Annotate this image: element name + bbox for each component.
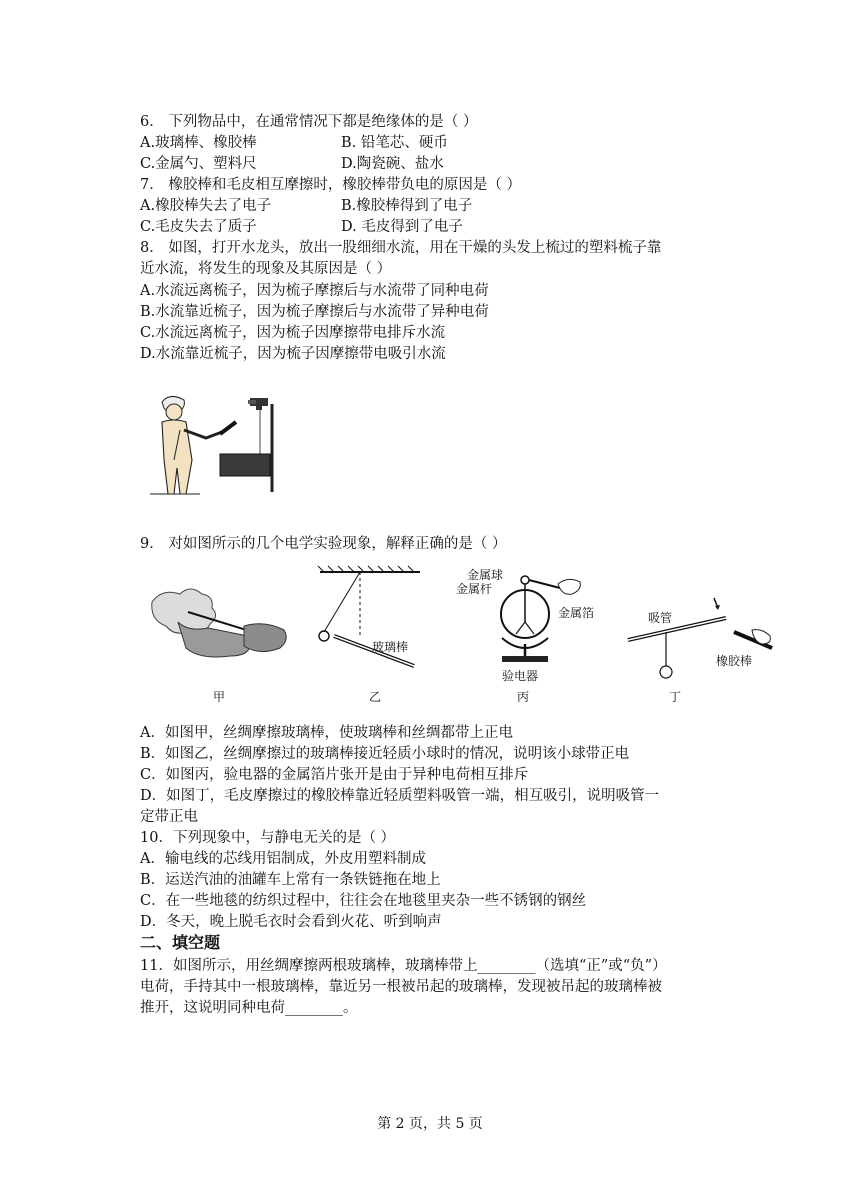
q8-option-b: B.水流靠近梳子，因为梳子摩擦后与水流带了异种电荷 [140, 304, 489, 320]
q8-stem-line1: 8． 如图，打开水龙头，放出一股细细水流，用在干燥的头发上梳过的塑料梳子靠 [140, 240, 662, 256]
q9-figure-yi-hanging-ball [310, 562, 440, 672]
q9-stem: 9． 对如图所示的几个电学实验现象，解释正确的是（ ） [140, 536, 507, 552]
q9-option-d-line2: 定带正电 [140, 809, 198, 825]
q6-option-d: D.陶瓷碗、盐水 [341, 156, 444, 172]
q9-figure-rubber-rod-label: 橡胶棒 [716, 654, 753, 668]
q6-option-b: B. 铅笔芯、硬币 [341, 135, 448, 151]
q7-option-b: B.橡胶棒得到了电子 [341, 198, 473, 214]
q11-line1: 11．如图所示，用丝绸摩擦两根玻璃棒，玻璃棒带上________（选填“正”或“负”） [140, 958, 667, 974]
q10-option-a: A．输电线的芯线用铝制成，外皮用塑料制成 [140, 851, 426, 867]
q9-figure-label-bing: 丙 [517, 690, 530, 704]
q10-option-c: C．在一些地毯的纺织过程中，往往会在地毯里夹杂一些不锈钢的钢丝 [140, 893, 587, 909]
q9-figure-electroscope-label: 验电器 [502, 669, 539, 683]
q9-figure-label-yi: 乙 [369, 690, 382, 704]
q9-figure-metal-ball-label: 金属球 [467, 568, 504, 582]
q10-option-d: D．冬天，晚上脱毛衣时会看到火花、听到响声 [140, 914, 442, 930]
q8-option-d: D.水流靠近梳子，因为梳子因摩擦带电吸引水流 [140, 346, 446, 362]
q11-line3: 推开，这说明同种电荷________。 [140, 1000, 358, 1016]
q9-figure-label-ding: 丁 [669, 690, 682, 704]
q9-figure-straw-label: 吸管 [648, 611, 673, 625]
q9-figure-ding-straw [622, 592, 782, 692]
q9-option-b: B．如图乙，丝绸摩擦过的玻璃棒接近轻质小球时的情况，说明该小球带正电 [140, 746, 630, 762]
q6-option-c: C.金属勺、塑料尺 [140, 156, 257, 172]
q6-stem: 6． 下列物品中，在通常情况下都是绝缘体的是（ ） [140, 114, 478, 130]
section-2-title: 二、填空题 [140, 933, 221, 952]
q7-stem: 7． 橡胶棒和毛皮相互摩擦时，橡胶棒带负电的原因是（ ） [140, 177, 521, 193]
q7-option-c: C.毛皮失去了质子 [140, 219, 257, 235]
q7-option-a: A.橡胶棒失去了电子 [140, 198, 272, 214]
q9-figure-metal-foil-label: 金属箔 [558, 606, 595, 620]
q8-option-a: A.水流远离梳子，因为梳子摩擦后与水流带了同种电荷 [140, 283, 489, 299]
q9-option-c: C．如图丙，验电器的金属箔片张开是由于异种电荷相互排斥 [140, 767, 529, 783]
q8-option-c: C.水流远离梳子，因为梳子因摩擦带电排斥水流 [140, 325, 446, 341]
q11-line2: 电荷，手持其中一根玻璃棒，靠近另一根被吊起的玻璃棒，发现被吊起的玻璃棒被 [140, 979, 662, 995]
q10-option-b: B．运送汽油的油罐车上常有一条铁链拖在地上 [140, 872, 441, 888]
q8-stem-line2: 近水流，将发生的现象及其原因是（ ） [140, 261, 392, 277]
q6-option-a: A.玻璃棒、橡胶棒 [140, 135, 257, 151]
q10-stem: 10．下列现象中，与静电无关的是（ ） [140, 830, 396, 846]
q9-figure-label-jia: 甲 [213, 690, 226, 704]
q9-figure-yi-glass-rod-label: 玻璃棒 [372, 640, 409, 654]
q9-figure-jia-silk-rubbing [148, 582, 298, 672]
q9-option-a: A．如图甲，丝绸摩擦玻璃棒，使玻璃棒和丝绸都带上正电 [140, 725, 513, 741]
q8-figure-woman-tap [140, 390, 290, 500]
q9-figure-metal-rod-label: 金属杆 [456, 582, 493, 596]
page-number-footer: 第 2 页，共 5 页 [377, 1116, 483, 1132]
q9-option-d-line1: D．如图丁，毛皮摩擦过的橡胶棒靠近轻质塑料吸管一端，相互吸引，说明吸管一 [140, 788, 660, 804]
q7-option-d: D. 毛皮得到了电子 [341, 219, 463, 235]
